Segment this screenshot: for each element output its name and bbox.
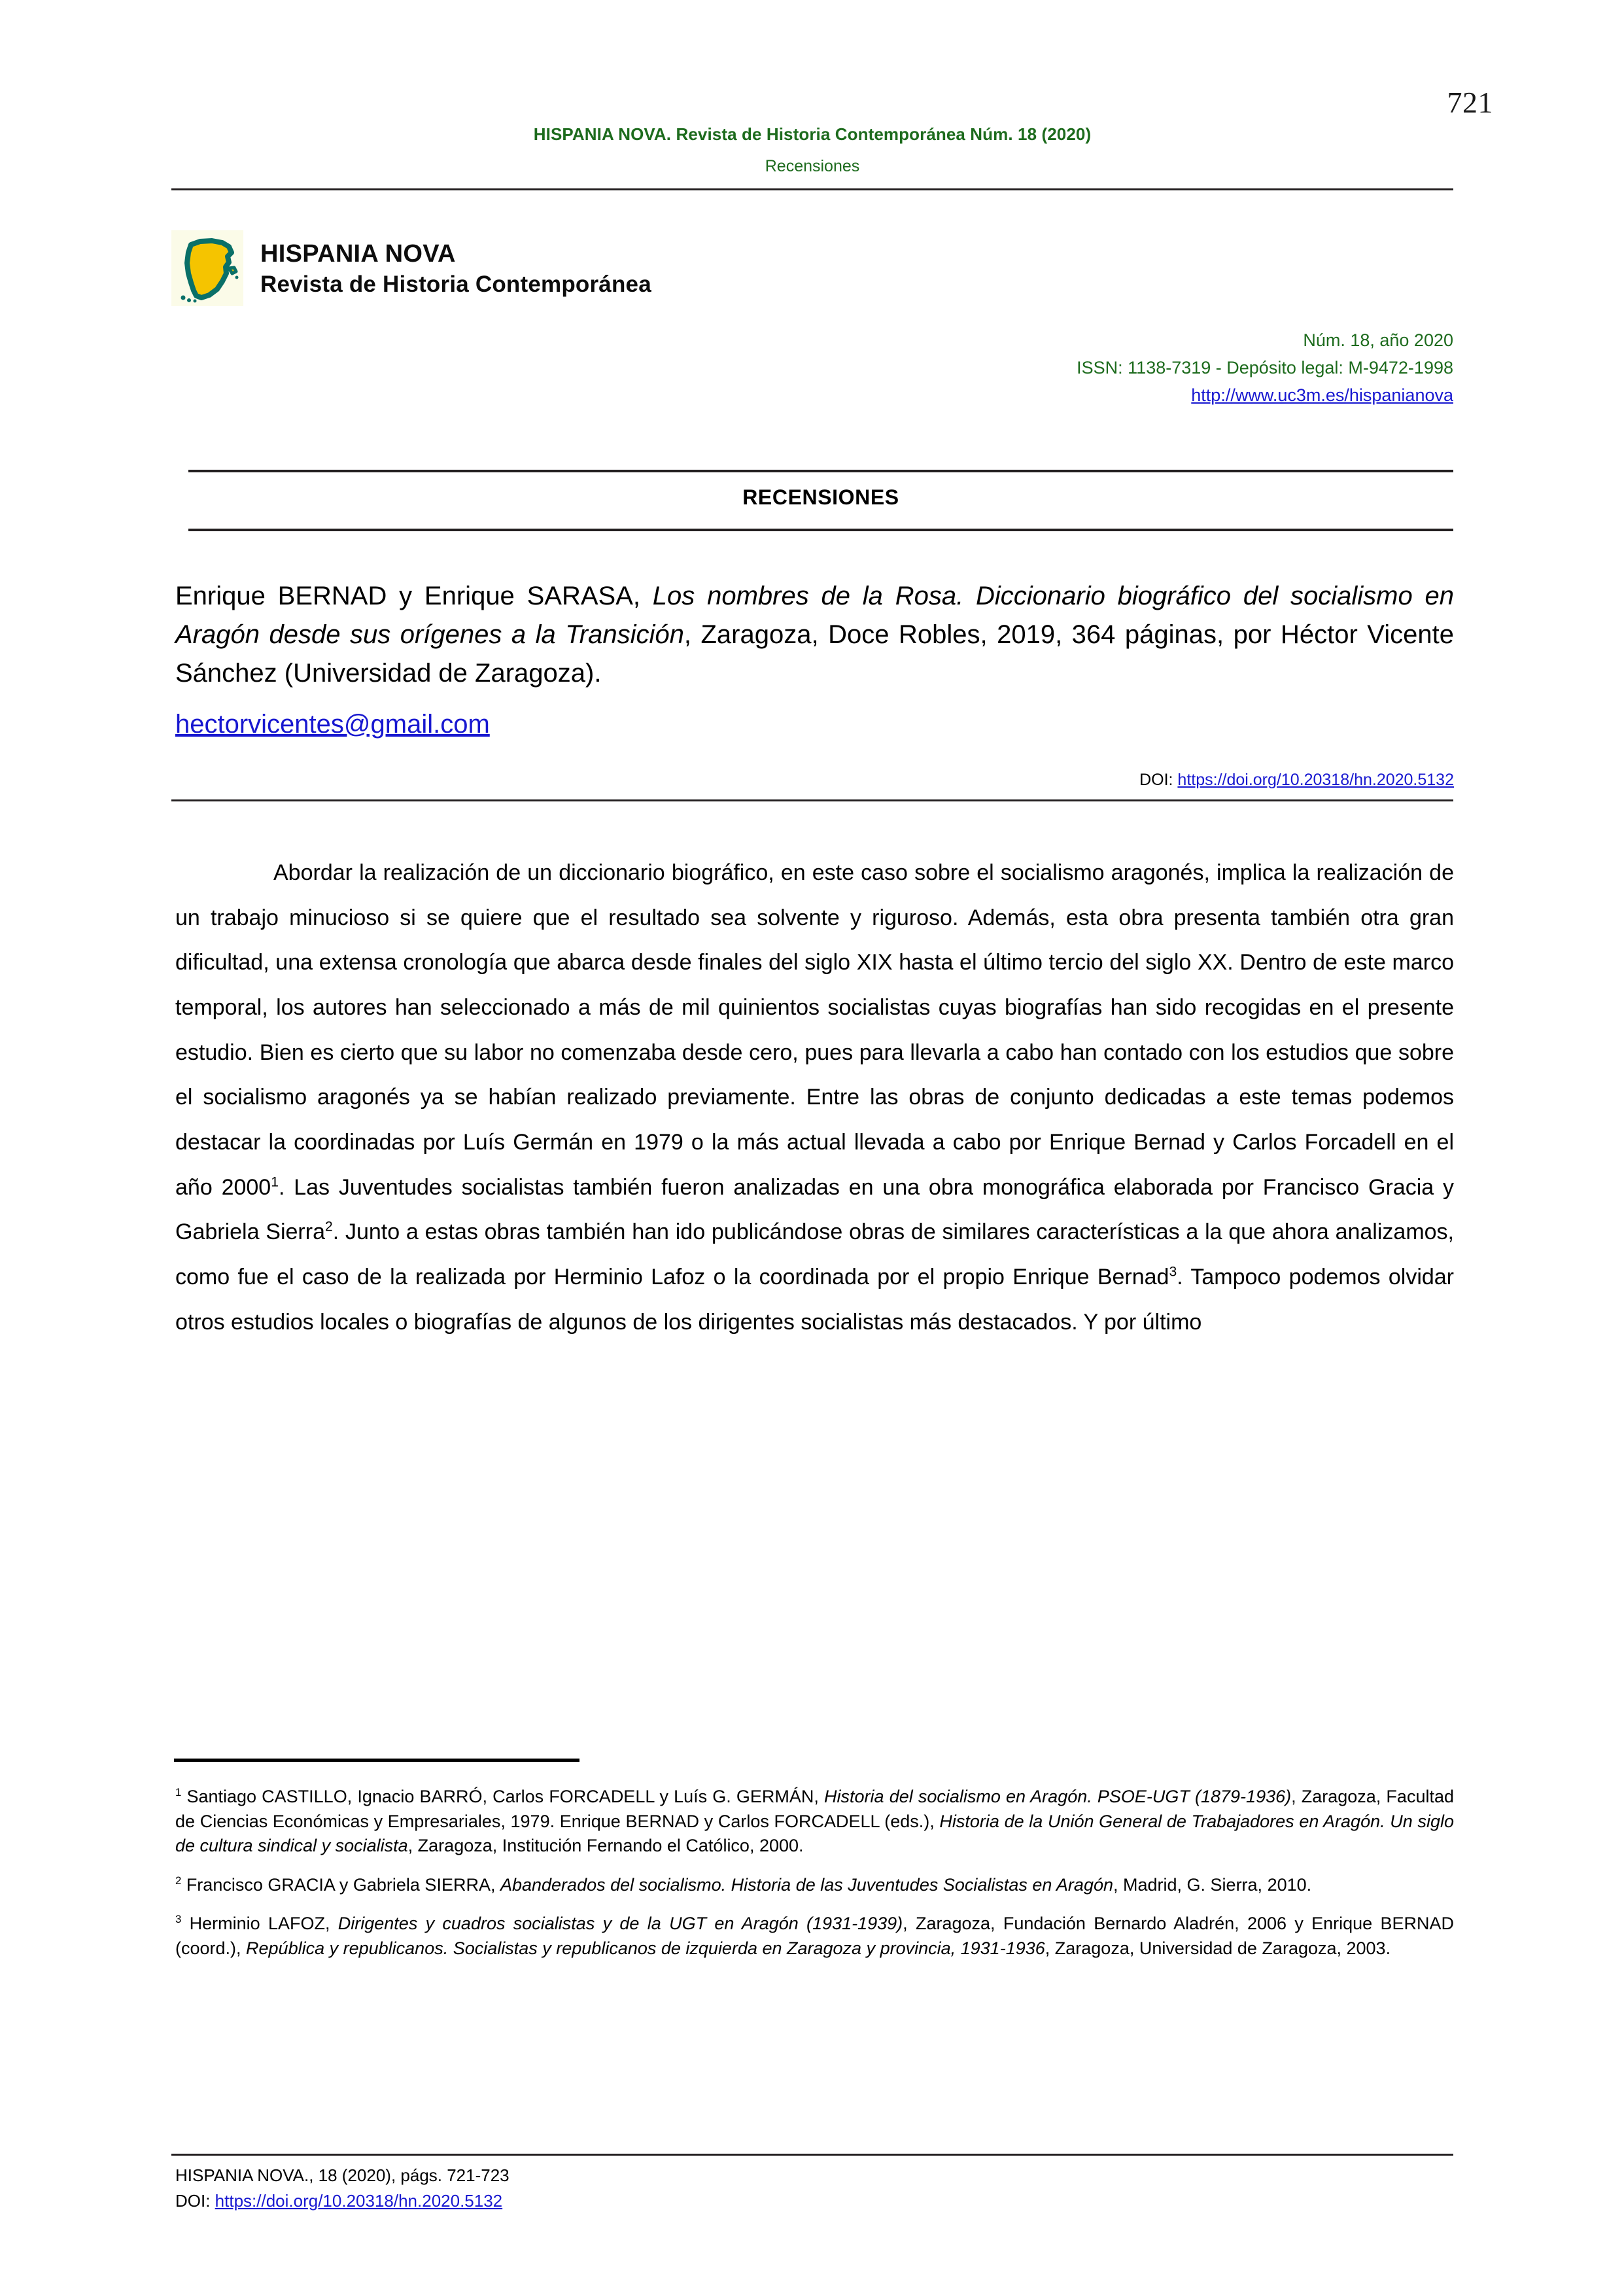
issue-line: Núm. 18, año 2020 (1303, 330, 1453, 350)
reviewer-email-line (175, 705, 490, 744)
footnote-number: 3 (175, 1913, 182, 1926)
running-head-journal: HISPANIA NOVA. Revista de Historia Contemporánea Núm. 18 (2020) (533, 124, 1092, 144)
review-title (175, 577, 1454, 693)
spain-map-logo (171, 230, 243, 306)
footnote-entry (175, 1785, 1454, 1859)
text-run: , Madrid, G. Sierra, 2010. (1113, 1874, 1312, 1895)
doi-label: DOI: (1139, 771, 1178, 789)
text-run: Abordar la realización de un diccionario biográfico, en este caso sobre el socialismo aragonés, implica la realización de un trabajo minucioso si se quiere que el resultado sea solvente y riguroso. Además, esta obra presenta también otra gran dificultad, una extensa cronología que abarca desde finales del siglo XIX hasta el último tercio del siglo XX. Dentro de este marco temporal, los autores han seleccionado a más de mil quinientos socialistas cuyas biografías han sido recogidas en el presente estudio. Bien es cierto que su labor no comenzaba desde cero, pues para llevarla a cabo han contado con los estudios que sobre el socialismo aragonés ya se habían realizado previamente. Entre las obras de conjunto dedicadas a este temas podemos destacar la coordinadas por Luís Germán en 1979 o la más actual llevada a cabo por Enrique Bernad y Carlos Forcadell en el año 2000 (175, 860, 1454, 1200)
footnote-marker[interactable]: 1 (271, 1174, 279, 1190)
section-divider-bottom (188, 529, 1453, 531)
masthead-text (260, 241, 651, 296)
footnote-number: 1 (175, 1786, 182, 1798)
journal-meta (171, 327, 1453, 410)
body-text (175, 850, 1454, 1344)
text-run: , Zaragoza, Universidad de Zaragoza, 2003. (1045, 1938, 1391, 1958)
text-run: Santiago CASTILLO, Ignacio BARRÓ, Carlos FORCADELL y Luís G. GERMÁN, (181, 1787, 825, 1806)
article-doi (175, 771, 1454, 790)
footnote-entry (175, 1873, 1454, 1898)
review-title-imprint: , Zaragoza, Doce Robles, 2019, 364 páginas, por Héctor Vicente Sánchez (Universidad de Zaragoza). (175, 620, 1454, 688)
footnotes-section (175, 1785, 1454, 1961)
footer-doi-label: DOI: (175, 2191, 215, 2211)
page-number: 721 (1447, 86, 1493, 119)
cited-work-title: Historia del socialismo en Aragón. PSOE-UGT (1879-1936) (824, 1787, 1292, 1806)
header-divider (171, 188, 1453, 190)
body-paragraph (175, 850, 1454, 1344)
footnote-marker[interactable]: 3 (1169, 1264, 1177, 1280)
page-footer (175, 2163, 510, 2214)
review-title-authors: Enrique BERNAD y Enrique SARASA, (175, 582, 653, 610)
text-run: , Zaragoza, Facultad de Ciencias Económicas y Empresariales, 1979. Enrique BERNAD y Carlos FORCADELL (eds.), (175, 1787, 1454, 1831)
footer-citation: HISPANIA NOVA., 18 (2020), págs. 721-723 (175, 2165, 510, 2185)
journal-masthead (171, 230, 651, 306)
text-run: . Las Juventudes socialistas también fueron analizadas en una obra monográfica elaborada por Francisco Gracia y Gabriela Sierra (175, 1174, 1454, 1245)
section-label: RECENSIONES (742, 485, 899, 509)
footnote-entry (175, 1912, 1454, 1961)
text-run: . Junto a estas obras también han ido publicándose obras de similares características a la que ahora analizamos, como fue el caso de la realizada por Herminio Lafoz o la coordinada por el propio Enrique Bernad (175, 1219, 1454, 1290)
cited-work-title: República y republicanos. Socialistas y republicanos de izquierda en Zaragoza y provincia, 1931-1936 (246, 1938, 1045, 1958)
masthead-title: HISPANIA NOVA (260, 239, 456, 268)
text-run: , Zaragoza, Fundación Bernardo Aladrén, 2006 y Enrique BERNAD (coord.), (175, 1914, 1455, 1958)
footnote-separator (174, 1759, 579, 1762)
footnote-number: 2 (175, 1874, 182, 1887)
cited-work-title: Dirigentes y cuadros socialistas y de la UGT en Aragón (1931-1939) (337, 1914, 903, 1934)
reviewer-email-link[interactable]: hectorvicentes@gmail.com (175, 710, 490, 739)
cited-work-title: Historia de la Unión General de Trabajadores en Aragón. Un siglo de cultura sindical y socialista (175, 1811, 1454, 1856)
text-run: , Zaragoza, Institución Fernando el Católico, 2000. (407, 1836, 804, 1856)
footer-doi-link[interactable]: https://doi.org/10.20318/hn.2020.5132 (215, 2191, 503, 2211)
review-book-title: Los nombres de la Rosa. Diccionario biográfico del socialismo en Aragón desde sus orígenes a la Transición (175, 582, 1455, 650)
doi-link[interactable]: https://doi.org/10.20318/hn.2020.5132 (1177, 771, 1454, 789)
footer-divider (171, 2154, 1453, 2156)
text-run: Francisco GRACIA y Gabriela SIERRA, (181, 1874, 500, 1895)
cited-work-title: Abanderados del socialismo. Historia de las Juventudes Socialistas en Aragón (500, 1874, 1113, 1895)
running-head-section: Recensiones (765, 157, 860, 175)
title-divider-bottom (171, 799, 1453, 801)
masthead-subtitle: Revista de Historia Contemporánea (260, 271, 651, 297)
section-divider-top (188, 470, 1453, 472)
issn-line: ISSN: 1138-7319 - Depósito legal: M-9472-1998 (1077, 357, 1453, 377)
text-run: Herminio LAFOZ, (181, 1914, 338, 1934)
text-run: . Tampoco podemos olvidar otros estudios locales o biografías de algunos de los dirigentes socialistas más destacados. Y por último (175, 1265, 1455, 1335)
journal-url-link[interactable]: http://www.uc3m.es/hispanianova (1191, 385, 1453, 405)
footnote-marker[interactable]: 2 (325, 1219, 333, 1235)
